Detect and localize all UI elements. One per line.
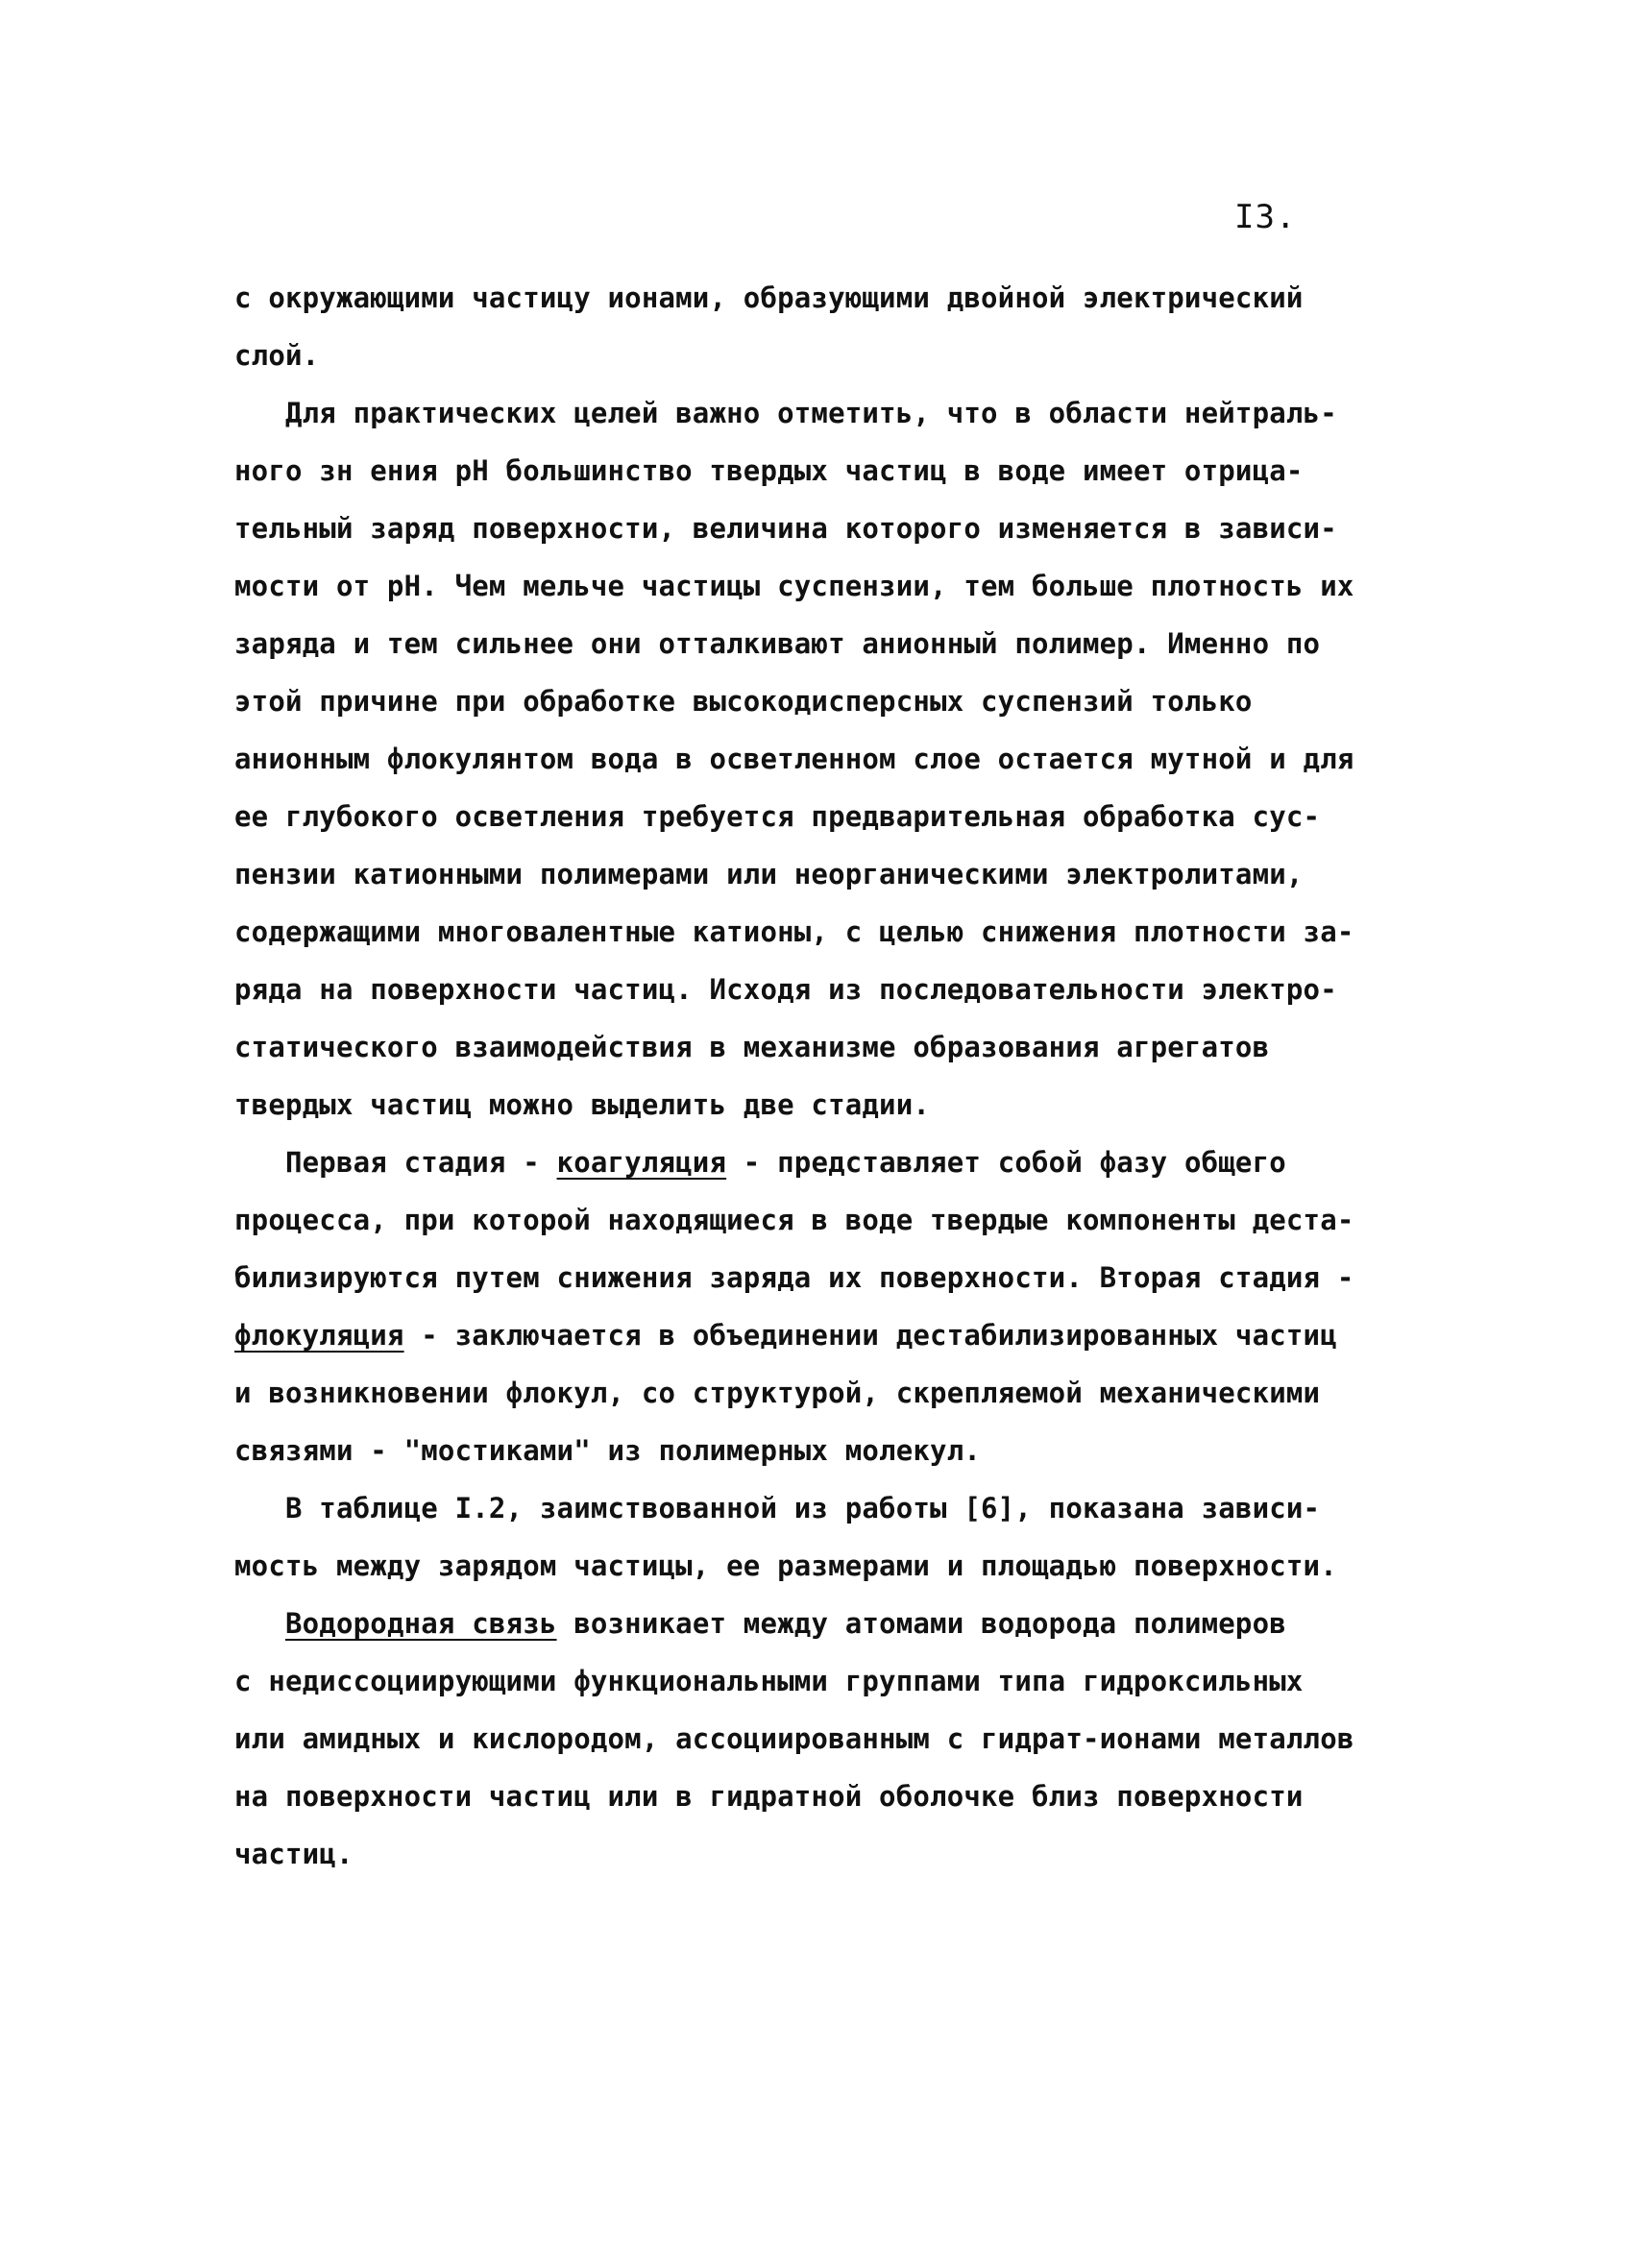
text-line: связями - "мостиками" из полимерных молекул.: [234, 1434, 982, 1467]
text-line: анионным флокулянтом вода в осветленном слое остается мутной и для: [234, 743, 1354, 775]
paragraph: [234, 1595, 1416, 1883]
text-line: содержащими многовалентные катионы, с целью снижения плотности за-: [234, 915, 1354, 948]
text-line: с окружающими частицу ионами, образующими двойной электрический: [234, 281, 1304, 314]
text-line: на поверхности частиц или в гидратной оболочке близ поверхности: [234, 1780, 1304, 1813]
text-line: В таблице I.2, заимствованной из работы [6], показана зависи-: [234, 1492, 1321, 1524]
text-run: - заключается в объединении дестабилизированных частиц: [403, 1319, 1337, 1352]
text-run: Первая стадия -: [234, 1146, 557, 1179]
text-line: процесса, при которой находящиеся в воде твердые компоненты деста-: [234, 1204, 1354, 1236]
text-run: [234, 1607, 285, 1640]
text-line: [234, 1306, 1416, 1364]
text-line: [234, 1134, 1416, 1191]
paragraph: [234, 1479, 1416, 1595]
paragraph: [234, 269, 1416, 384]
text-run: возникает между атомами водорода полимеров: [556, 1607, 1286, 1640]
text-line: этой причине при обработке высокодисперсных суспензий только: [234, 685, 1253, 718]
body-text: [234, 269, 1416, 1883]
text-line: заряда и тем сильнее они отталкивают анионный полимер. Именно по: [234, 627, 1321, 660]
text-line: мости от рН. Чем мельче частицы суспензии, тем больше плотность их: [234, 570, 1354, 602]
text-line: ряда на поверхности частиц. Исходя из последовательности электро-: [234, 973, 1337, 1006]
paragraph: [234, 1134, 1416, 1479]
text-line: статического взаимодействия в механизме образования агрегатов: [234, 1031, 1270, 1063]
text-line: Для практических целей важно отметить, что в области нейтраль-: [234, 397, 1337, 429]
text-line: [234, 1595, 1416, 1652]
text-line: билизируются путем снижения заряда их поверхности. Вторая стадия -: [234, 1261, 1354, 1294]
text-line: частиц.: [234, 1838, 354, 1870]
text-line: мость между зарядом частицы, ее размерами и площадью поверхности.: [234, 1549, 1337, 1582]
term-coagulation: коагуляция: [556, 1146, 727, 1179]
text-run: - представляет собой фазу общего: [726, 1146, 1286, 1179]
text-line: пензии катионными полимерами или неорганическими электролитами,: [234, 858, 1304, 890]
text-line: с недиссоциирующими функциональными группами типа гидроксильных: [234, 1665, 1304, 1697]
term-flocculation: флокуляция: [234, 1319, 404, 1352]
text-line: ного зн ения рН большинство твердых частиц в воде имеет отрица-: [234, 454, 1304, 487]
text-line: и возникновении флокул, со структурой, скрепляемой механическими: [234, 1377, 1321, 1409]
text-line: слой.: [234, 339, 320, 372]
text-line: твердых частиц можно выделить две стадии.: [234, 1088, 931, 1121]
page-number: I3.: [1234, 198, 1297, 236]
paragraph: [234, 384, 1416, 1134]
text-line: ее глубокого осветления требуется предварительная обработка сус-: [234, 800, 1321, 833]
term-hydrogen-bond: Водородная связь: [284, 1607, 557, 1640]
text-line: тельный заряд поверхности, величина которого изменяется в зависи-: [234, 512, 1337, 545]
text-line: или амидных и кислородом, ассоциированным с гидрат-ионами металлов: [234, 1722, 1354, 1755]
